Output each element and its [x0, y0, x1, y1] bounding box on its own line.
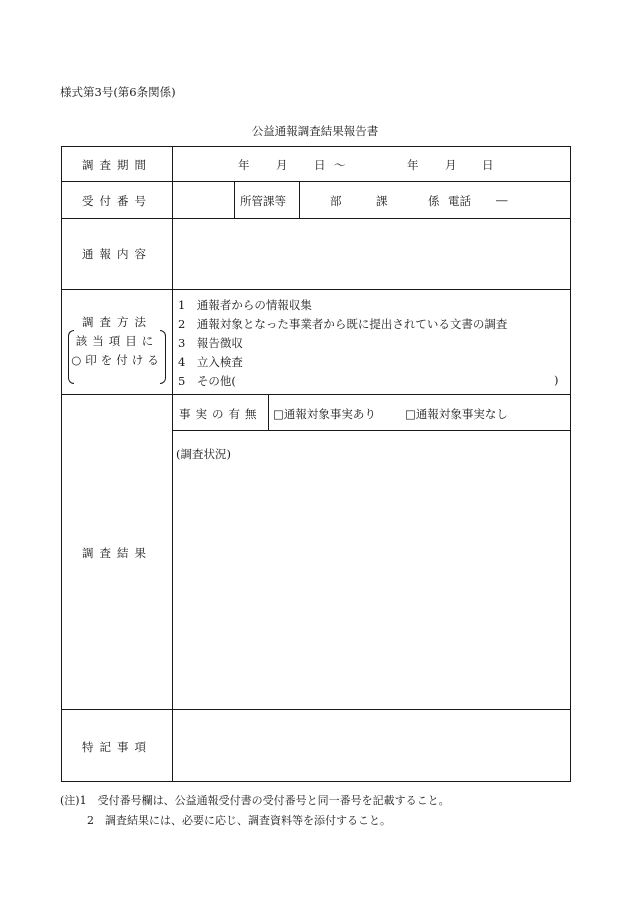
report-table [61, 146, 571, 782]
period-day-start: 日 [314, 158, 326, 172]
row-divider [62, 218, 570, 219]
method-option-1: 1 通報者からの情報収集 [178, 298, 312, 312]
row-divider [62, 394, 570, 395]
result-label: 調査結果 [82, 546, 152, 560]
period-month-start: 月 [276, 158, 288, 172]
period-day-end: 日 [482, 158, 494, 172]
period-year-start: 年 [238, 158, 250, 172]
bracket-right [160, 330, 166, 384]
period-year-end: 年 [407, 158, 419, 172]
row-divider [172, 430, 570, 431]
period-label: 調査期間 [82, 158, 152, 172]
column-divider [172, 147, 173, 781]
method-hint-line1: 該当項目に [75, 334, 159, 348]
row-divider [62, 181, 570, 182]
period-month-end: 月 [445, 158, 457, 172]
method-label: 調査方法 [82, 315, 152, 329]
checkbox-fact-no[interactable]: □通報対象事実なし [405, 407, 508, 421]
method-option-3: 3 報告徴収 [178, 336, 243, 350]
phone-dash: ― [496, 193, 508, 207]
fact-label: 事実の有無 [179, 407, 262, 421]
status-label: (調査状況) [176, 447, 231, 461]
dept-kakari: 係 [428, 194, 440, 208]
checkbox-fact-yes[interactable]: □通報対象事実あり [273, 407, 376, 421]
receipt-label: 受付番号 [82, 194, 152, 208]
column-divider [299, 181, 300, 218]
form-number: 様式第3号(第6条関係) [60, 85, 176, 99]
row-divider [62, 709, 570, 710]
column-divider [268, 394, 269, 430]
row-divider [62, 289, 570, 290]
method-option-5: 5 その他( [178, 374, 236, 388]
method-option-4: 4 立入検査 [178, 355, 243, 369]
phone-label: 電話 [448, 194, 471, 208]
dept-label: 所管課等 [240, 194, 286, 208]
document-title: 公益通報調査結果報告書 [251, 124, 379, 138]
period-tilde: ～ [334, 158, 346, 172]
content-label: 通報内容 [82, 247, 152, 261]
method-option-5-close: ) [554, 373, 559, 387]
column-divider [234, 181, 235, 218]
method-option-2: 2 通報対象となった事業者から既に提出されている文書の調査 [178, 317, 508, 331]
note-1: (注)1 受付番号欄は、公益通報受付書の受付番号と同一番号を記載すること。 [60, 794, 450, 807]
dept-ka: 課 [376, 194, 388, 208]
dept-bu: 部 [330, 194, 342, 208]
method-hint-line2: ○印を付ける [71, 353, 163, 367]
note-2: 2 調査結果には、必要に応じ、調査資料等を添付すること。 [87, 814, 391, 827]
remarks-label: 特記事項 [82, 740, 152, 754]
